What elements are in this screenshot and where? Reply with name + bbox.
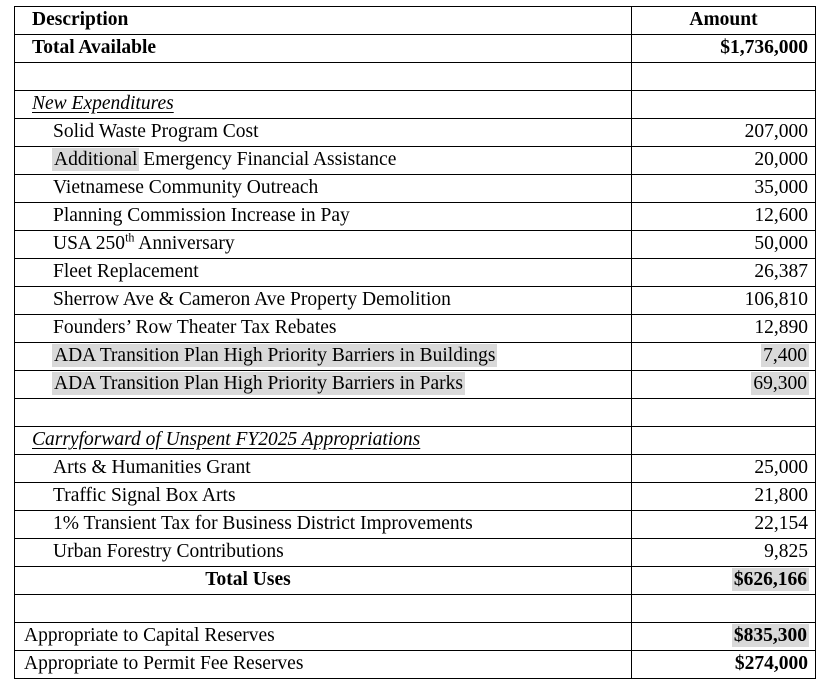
ada-barriers-buildings-amount: 7,400 <box>763 345 807 367</box>
founders-row-theater-tax-rebates-amount-cell <box>632 315 816 343</box>
usa-250th-anniversary-label <box>22 230 235 255</box>
budget-table <box>14 6 816 679</box>
ada-barriers-parks-amount: 69,300 <box>753 373 807 395</box>
total-available-amount-cell <box>632 35 816 63</box>
additional-emergency-financial-assistance-amount-cell <box>632 147 816 175</box>
usa-250th-anniversary-label-cell <box>15 231 632 259</box>
sherrow-cameron-property-demolition-amount-cell <box>632 287 816 315</box>
table-row-arts-humanities-grant <box>15 455 816 483</box>
appropriate-permit-fee-reserves-amount: $274,000 <box>734 653 808 675</box>
fleet-replacement-amount: 26,387 <box>754 261 808 283</box>
table-row-total-available <box>15 35 816 63</box>
transient-tax-business-district-label: 1% Transient Tax for Business District Improvements <box>53 513 473 535</box>
usa-250th-anniversary-label-prefix: USA 250 <box>53 233 126 255</box>
spacer-amount-cell <box>632 595 816 623</box>
table-row-ada-barriers-buildings <box>15 343 816 371</box>
section-carryforward-cell <box>15 427 632 455</box>
usa-250th-anniversary-amount: 50,000 <box>754 233 808 255</box>
table-row-spacer <box>15 595 816 623</box>
ada-barriers-buildings-label-cell <box>15 343 632 371</box>
urban-forestry-contributions-label: Urban Forestry Contributions <box>53 541 284 563</box>
table-row-sherrow-cameron-property-demolition <box>15 287 816 315</box>
planning-commission-increase-in-pay-label: Planning Commission Increase in Pay <box>53 205 350 227</box>
column-header-amount-cell <box>632 7 816 35</box>
table-row-spacer <box>15 63 816 91</box>
traffic-signal-box-arts-amount: 21,800 <box>754 485 808 507</box>
ada-barriers-parks-label-wrap <box>22 374 464 394</box>
planning-commission-increase-in-pay-amount-cell <box>632 203 816 231</box>
arts-humanities-grant-label: Arts & Humanities Grant <box>53 457 251 479</box>
appropriate-capital-reserves-label-cell <box>15 623 632 651</box>
usa-250th-anniversary-label-suffix: Anniversary <box>134 233 235 255</box>
solid-waste-program-cost-label: Solid Waste Program Cost <box>53 121 259 143</box>
spacer-description-cell <box>15 63 632 91</box>
arts-humanities-grant-amount-cell <box>632 455 816 483</box>
founders-row-theater-tax-rebates-label: Founders’ Row Theater Tax Rebates <box>53 317 337 339</box>
table-row-planning-commission-increase-in-pay <box>15 203 816 231</box>
fleet-replacement-label: Fleet Replacement <box>53 261 199 283</box>
table-row-appropriate-capital-reserves <box>15 623 816 651</box>
sherrow-cameron-property-demolition-amount: 106,810 <box>744 289 808 311</box>
additional-emergency-financial-assistance-label <box>22 150 396 170</box>
usa-250th-anniversary-ordinal-superscript: th <box>125 230 135 245</box>
transient-tax-business-district-amount: 22,154 <box>754 513 808 535</box>
total-uses-amount-cell <box>632 567 816 595</box>
table-row-fleet-replacement <box>15 259 816 287</box>
solid-waste-program-cost-amount: 207,000 <box>744 121 808 143</box>
section-new-expenditures-amount-cell <box>632 91 816 119</box>
vietnamese-community-outreach-label-cell <box>15 175 632 203</box>
section-carryforward-amount-cell <box>632 427 816 455</box>
appropriate-capital-reserves-amount-cell <box>632 623 816 651</box>
table-row-total-uses <box>15 567 816 595</box>
total-uses-label: Total Uses <box>205 569 291 591</box>
appropriate-permit-fee-reserves-label-cell <box>15 651 632 679</box>
table-row-section-carryforward <box>15 427 816 455</box>
table-row-usa-250th-anniversary <box>15 231 816 259</box>
founders-row-theater-tax-rebates-label-cell <box>15 315 632 343</box>
spacer-amount-cell <box>632 399 816 427</box>
fleet-replacement-amount-cell <box>632 259 816 287</box>
table-header-row <box>15 7 816 35</box>
ada-barriers-parks-amount-cell <box>632 371 816 399</box>
spacer-description-cell <box>15 399 632 427</box>
solid-waste-program-cost-amount-cell <box>632 119 816 147</box>
traffic-signal-box-arts-label-cell <box>15 483 632 511</box>
table-row-founders-row-theater-tax-rebates <box>15 315 816 343</box>
traffic-signal-box-arts-amount-cell <box>632 483 816 511</box>
planning-commission-increase-in-pay-label-cell <box>15 203 632 231</box>
vietnamese-community-outreach-amount-cell <box>632 175 816 203</box>
founders-row-theater-tax-rebates-amount: 12,890 <box>754 317 808 339</box>
arts-humanities-grant-label-cell <box>15 455 632 483</box>
column-header-description: Description <box>32 9 129 31</box>
urban-forestry-contributions-amount: 9,825 <box>764 541 808 563</box>
appropriate-capital-reserves-label: Appropriate to Capital Reserves <box>24 625 275 647</box>
sherrow-cameron-property-demolition-label: Sherrow Ave & Cameron Ave Property Demolition <box>53 289 451 311</box>
table-row-solid-waste-program-cost <box>15 119 816 147</box>
table-row-section-new-expenditures <box>15 91 816 119</box>
additional-emergency-financial-assistance-amount: 20,000 <box>754 149 808 171</box>
additional-emergency-financial-assistance-label-rest: Emergency Financial Assistance <box>138 149 397 171</box>
column-header-description-cell <box>15 7 632 35</box>
vietnamese-community-outreach-amount: 35,000 <box>754 177 808 199</box>
ada-barriers-buildings-amount-cell <box>632 343 816 371</box>
table-row-urban-forestry-contributions <box>15 539 816 567</box>
table-row-traffic-signal-box-arts <box>15 483 816 511</box>
spacer-amount-cell <box>632 63 816 91</box>
transient-tax-business-district-label-cell <box>15 511 632 539</box>
column-header-amount: Amount <box>689 9 758 31</box>
ada-barriers-parks-label-cell <box>15 371 632 399</box>
urban-forestry-contributions-label-cell <box>15 539 632 567</box>
table-row-ada-barriers-parks <box>15 371 816 399</box>
ada-barriers-parks-label: ADA Transition Plan High Priority Barriers in Parks <box>54 373 463 395</box>
total-uses-label-cell <box>15 567 632 595</box>
ada-barriers-buildings-label-wrap <box>22 346 496 366</box>
planning-commission-increase-in-pay-amount: 12,600 <box>754 205 808 227</box>
spacer-description-cell <box>15 595 632 623</box>
section-new-expenditures-label: New Expenditures <box>32 93 174 115</box>
urban-forestry-contributions-amount-cell <box>632 539 816 567</box>
fleet-replacement-label-cell <box>15 259 632 287</box>
additional-emergency-financial-assistance-label-highlighted: Additional <box>54 149 138 171</box>
solid-waste-program-cost-label-cell <box>15 119 632 147</box>
table-row-vietnamese-community-outreach <box>15 175 816 203</box>
total-available-label: Total Available <box>32 37 157 59</box>
vietnamese-community-outreach-label: Vietnamese Community Outreach <box>53 177 319 199</box>
transient-tax-business-district-amount-cell <box>632 511 816 539</box>
appropriate-permit-fee-reserves-amount-cell <box>632 651 816 679</box>
total-available-amount: $1,736,000 <box>720 37 808 59</box>
additional-emergency-financial-assistance-label-cell <box>15 147 632 175</box>
total-available-label-cell <box>15 35 632 63</box>
table-row-additional-emergency-financial-assistance <box>15 147 816 175</box>
total-uses-amount: $626,166 <box>733 569 807 591</box>
ada-barriers-buildings-label: ADA Transition Plan High Priority Barriers in Buildings <box>54 345 496 367</box>
appropriate-permit-fee-reserves-label: Appropriate to Permit Fee Reserves <box>24 653 304 675</box>
table-row-spacer <box>15 399 816 427</box>
table-row-transient-tax-business-district <box>15 511 816 539</box>
arts-humanities-grant-amount: 25,000 <box>754 457 808 479</box>
section-carryforward-label: Carryforward of Unspent FY2025 Appropriations <box>32 429 421 451</box>
budget-table-body <box>15 7 816 679</box>
sherrow-cameron-property-demolition-label-cell <box>15 287 632 315</box>
section-new-expenditures-cell <box>15 91 632 119</box>
traffic-signal-box-arts-label: Traffic Signal Box Arts <box>53 485 236 507</box>
appropriate-capital-reserves-amount: $835,300 <box>733 625 807 647</box>
table-row-appropriate-permit-fee-reserves <box>15 651 816 679</box>
usa-250th-anniversary-amount-cell <box>632 231 816 259</box>
